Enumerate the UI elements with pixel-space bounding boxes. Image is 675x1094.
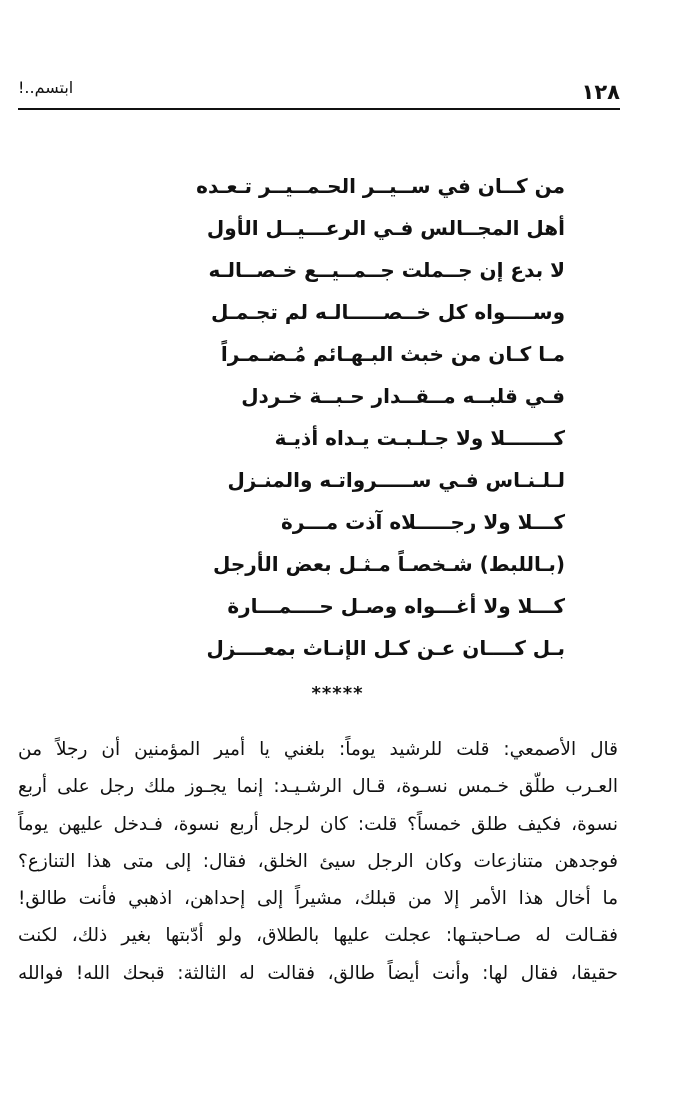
poem-verse: كـــلا ولا رجـــــلاه آذت مـــرة bbox=[281, 510, 565, 534]
poem-verse: (بـاللبط) شـخصـاً مـثـل بعض الأرجل bbox=[212, 552, 565, 576]
header-rule bbox=[18, 108, 620, 110]
prose-line: نسوة، فكيف طلق خمساً؟ قلت: كان لرجل أربع نسوة، فـدخل عليهن يوماً bbox=[18, 813, 618, 835]
running-title: ابتسم..! bbox=[18, 78, 74, 97]
poem-verse: فـي قلبــه مــقــدار حـبــة خـردل bbox=[241, 384, 565, 408]
poem-verse: من كــان في ســيــر الحـمــيــر تـعـده bbox=[196, 174, 565, 198]
prose-line: فوجدهن متنازعات وكان الرجل سيئ الخلق، فقال: إلى متى هذا التنازع؟ bbox=[18, 850, 618, 872]
page-header bbox=[18, 72, 620, 112]
prose-paragraph bbox=[18, 731, 618, 992]
prose-line: قال الأصمعي: قلت للرشيد يوماً: بلغني يا أمير المؤمنين أن رجلاً من bbox=[18, 739, 618, 760]
poem-verse: بـل كــــان عـن كـل الإنـاث بمعــــزل bbox=[206, 636, 565, 660]
prose-line: العـرب طلّق خـمس نسـوة، قـال الرشـيـد: إنما يجـوز ملك رجل على أربع bbox=[18, 776, 618, 798]
poem-verse: كـــلا ولا أغـــواه وصـل حــــمـــارة bbox=[227, 594, 565, 618]
poem-verse: لا بدع إن جــملت جــمــيــع خـصــالـه bbox=[208, 258, 565, 282]
poem-verse: لـلـنـاس فـي ســـــرواتـه والمنـزل bbox=[227, 468, 565, 492]
poem-verse: مـا كـان من خبث البـهـائم مُـضـمـراً bbox=[220, 342, 565, 366]
section-separator: ***** bbox=[311, 683, 364, 704]
page-number: ١٢٨ bbox=[581, 80, 620, 104]
poem-verse: وســــواه كل خــصـــــالـه لم تجـمـل bbox=[211, 300, 565, 324]
poem-verse: أهل المجــالس فـي الرعـــيــل الأول bbox=[206, 216, 565, 240]
prose-line: ما أخال هذا الأمر إلا من قبلك، مشيراً إلى إحداهن، اذهبي فأنت طالق! bbox=[18, 888, 618, 910]
poem bbox=[40, 165, 565, 669]
prose-line: فقـالت له صـاحبتـها: عجلت عليها بالطلاق، ولو أدّبتها بغير ذلك، لكنت bbox=[18, 925, 618, 947]
poem-verse: كـــــــلا ولا جـلـبـت يـداه أذيـة bbox=[274, 426, 565, 450]
prose-line: حقيقا، فقال لها: وأنت أيضاً طالق، فقالت له الثالثة: قبحك الله! فوالله bbox=[18, 962, 618, 984]
